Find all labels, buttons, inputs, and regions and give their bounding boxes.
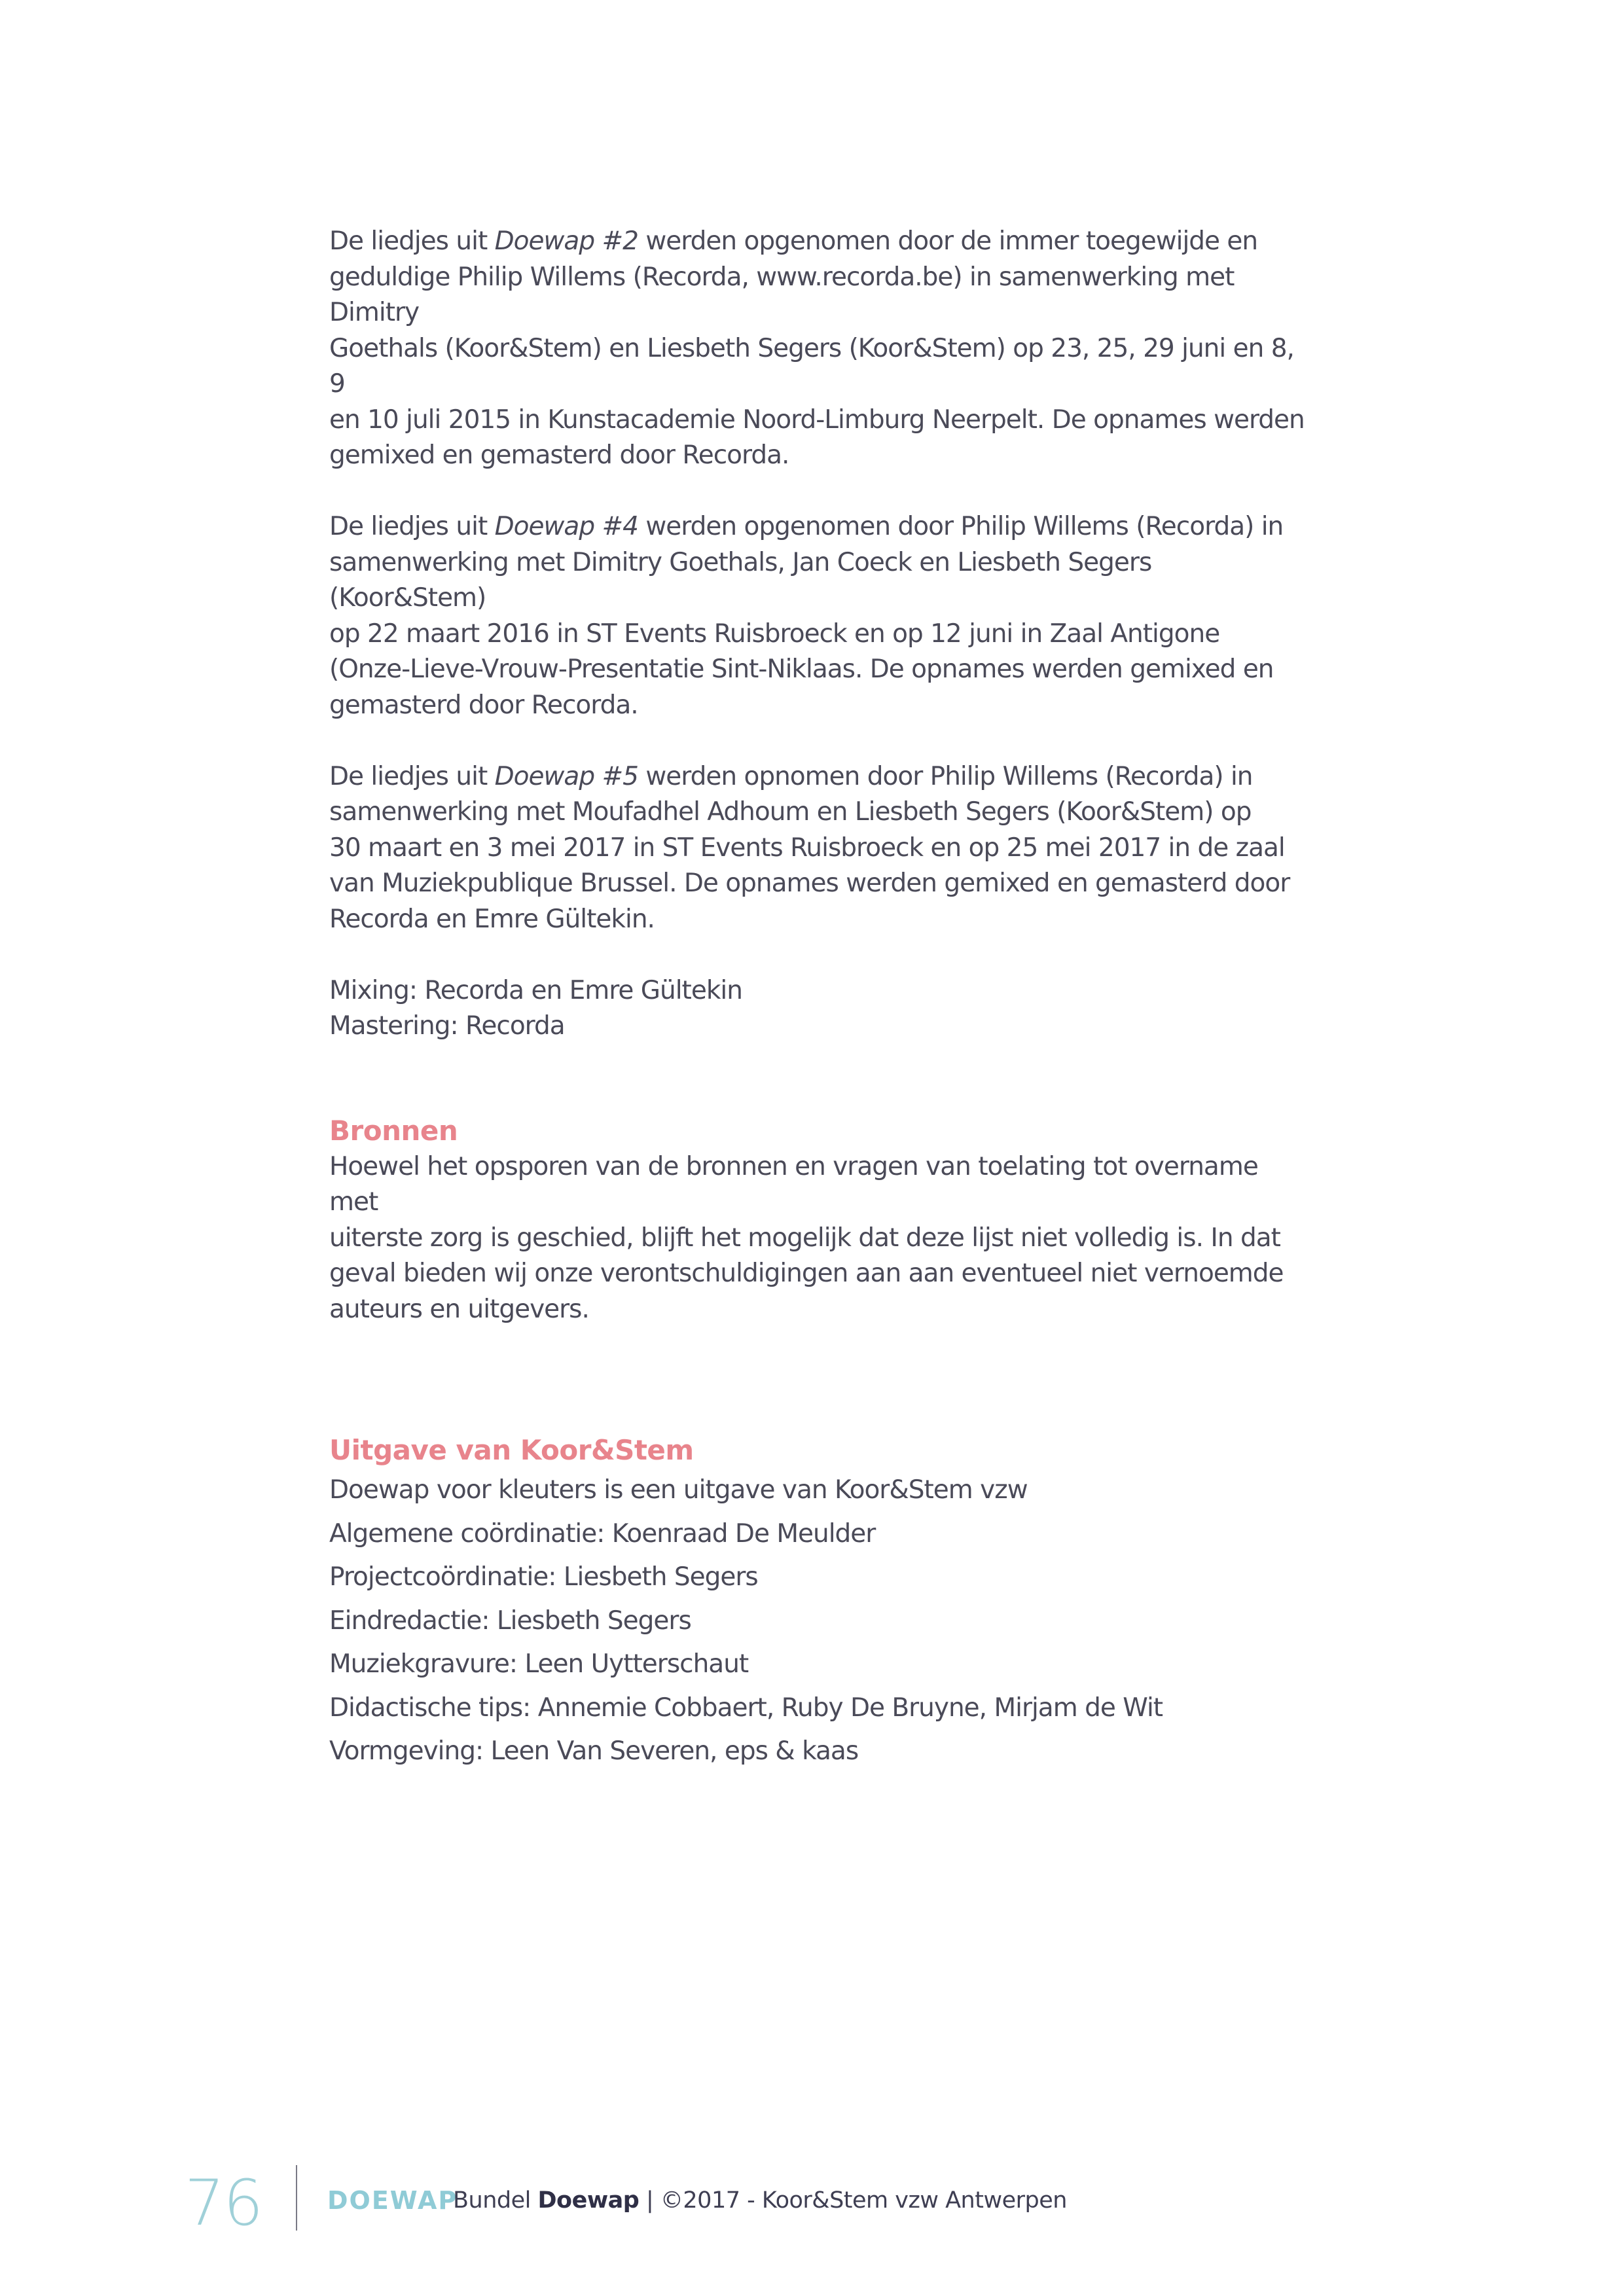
paragraph-line: geduldige Philip Willems (Recorda, www.recorda.be) in samenwerking met Dimitry	[329, 262, 1235, 327]
footer-copyright-text: | ©2017 - Koor&Stem vzw Antwerpen	[645, 2187, 1067, 2214]
uitgave-credits	[329, 1469, 1311, 1774]
paragraph-line: Recorda en Emre Gültekin.	[329, 904, 655, 934]
paragraph-line: (Onze-Lieve-Vrouw-Presentatie Sint-Niklaas. De opnames werden gemixed en	[329, 655, 1274, 684]
mixing-credit: Mixing: Recorda en Emre Gültekin	[329, 975, 742, 1005]
footer-bundel-label: Bundel	[453, 2187, 531, 2214]
credit-item: Doewap voor kleuters is een uitgave van Koor&Stem vzw	[329, 1475, 1028, 1505]
credit-item: Vormgeving: Leen Van Severen, eps & kaas	[329, 1736, 859, 1766]
paragraph-line: gemixed en gemasterd door Recorda.	[329, 440, 789, 470]
footer-divider	[296, 2165, 297, 2231]
credit-item: Didactische tips: Annemie Cobbaert, Ruby De Bruyne, Mirjam de Wit	[329, 1693, 1163, 1723]
paragraph-line: en 10 juli 2015 in Kunstacademie Noord-Limburg Neerpelt. De opnames werden	[329, 404, 1305, 435]
paragraph-line: gemasterd door Recorda.	[329, 690, 638, 720]
album-title: Doewap #2	[494, 226, 638, 256]
recording-paragraph	[329, 759, 1311, 938]
bronnen-line: uiterste zorg is geschied, blijft het mogelijk dat deze lijst niet volledig is. In dat	[329, 1223, 1280, 1253]
bronnen-line: geval bieden wij onze verontschuldigingen aan aan eventueel niet vernoemde	[329, 1259, 1284, 1288]
doewap-logo: DOEWAP	[327, 2186, 458, 2215]
bronnen-line: Hoewel het opsporen van de bronnen en vragen van toelating tot overname met	[329, 1151, 1258, 1217]
uitgave-heading: Uitgave van Koor&Stem	[329, 1434, 694, 1466]
credit-item: Projectcoördinatie: Liesbeth Segers	[329, 1562, 758, 1592]
bronnen-section	[329, 1113, 1311, 1328]
recording-paragraph	[329, 224, 1311, 474]
recording-paragraph	[329, 509, 1311, 723]
album-title: Doewap #5	[494, 761, 638, 791]
page-content	[329, 224, 1311, 1774]
footer-bundel-name: Doewap	[537, 2187, 640, 2214]
production-credits	[329, 973, 1311, 1045]
bronnen-line: auteurs en uitgevers.	[329, 1294, 589, 1324]
paragraph-line: 30 maart en 3 mei 2017 in ST Events Ruisbroeck en op 25 mei 2017 in de zaal	[329, 833, 1285, 863]
album-title: Doewap #4	[494, 512, 638, 541]
paragraph-line: van Muziekpublique Brussel. De opnames werden gemixed en gemasterd door	[329, 869, 1290, 898]
uitgave-section	[329, 1432, 1311, 1774]
paragraph-line: De liedjes uit Doewap #4 werden opgenomen door Philip Willems (Recorda) in	[329, 512, 1284, 541]
credit-item: Algemene coördinatie: Koenraad De Meulder	[329, 1518, 876, 1549]
paragraph-line: De liedjes uit Doewap #5 werden opnomen door Philip Willems (Recorda) in	[329, 761, 1253, 791]
paragraph-line: samenwerking met Moufadhel Adhoum en Liesbeth Segers (Koor&Stem) op	[329, 797, 1252, 827]
paragraph-line: De liedjes uit Doewap #2 werden opgenomen door de immer toegewijde en	[329, 226, 1258, 256]
paragraph-line: samenwerking met Dimitry Goethals, Jan Coeck en Liesbeth Segers (Koor&Stem)	[329, 547, 1152, 613]
page-number: 76	[185, 2166, 262, 2240]
page-footer	[0, 2160, 1624, 2238]
mastering-credit: Mastering: Recorda	[329, 1011, 565, 1041]
paragraph-line: Goethals (Koor&Stem) en Liesbeth Segers (Koor&Stem) op 23, 25, 29 juni en 8, 9	[329, 333, 1294, 399]
bronnen-heading: Bronnen	[329, 1114, 458, 1147]
footer-copyright	[453, 2186, 1067, 2215]
credit-item: Muziekgravure: Leen Uytterschaut	[329, 1649, 749, 1679]
paragraph-line: op 22 maart 2016 in ST Events Ruisbroeck en op 12 juni in Zaal Antigone	[329, 619, 1220, 649]
credit-item: Eindredactie: Liesbeth Segers	[329, 1605, 691, 1636]
